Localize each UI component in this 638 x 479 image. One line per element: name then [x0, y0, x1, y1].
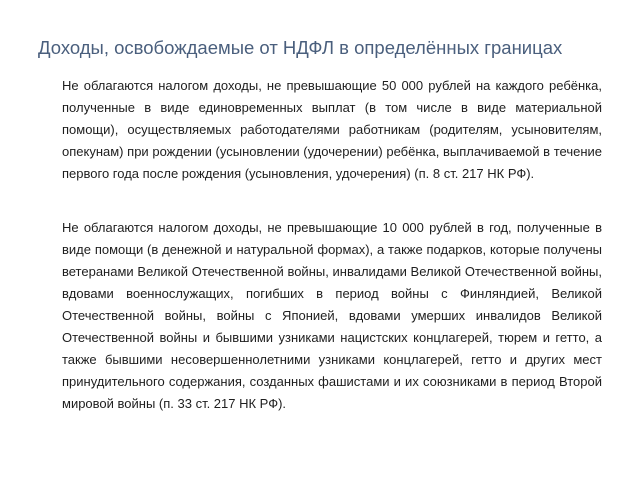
paragraph-child-benefit-exemption: Не облагаются налогом доходы, не превышающие 50 000 рублей на каждого ребёнка, полученные в виде единовременных выплат (в том числе в виде материальной помощи), осуществляемых работодателями работникам (родителям, усыновителям, опекунам) при рождении (усыновлении (удочерении) ребёнка, выплачиваемой в течение первого года после рождения (усыновления, удочерения) (п. 8 ст. 217 НК РФ). — [62, 78, 602, 181]
slide-title: Доходы, освобождаемые от НДФЛ в определённых границах — [38, 37, 563, 58]
paragraph-veterans-assistance-exemption: Не облагаются налогом доходы, не превышающие 10 000 рублей в год, полученные в виде помощи (в денежной и натуральной формах), а также подарков, которые получены ветеранами Великой Отечественной войны, инвалидами Великой Отечественной войны, вдовами военнослужащих, погибших в период войны с Финляндией, Великой Отечественной войны, войны с Японией, вдовами умерших инвалидов Великой Отечественной войны и бывшими узниками нацистских концлагерей, тюрем и гетто, а также бывшими несовершеннолетними узниками концлагерей, гетто и других мест принудительного содержания, созданных фашистами и их союзниками в период Второй мировой войны (п. 33 ст. 217 НК РФ). — [62, 220, 602, 411]
